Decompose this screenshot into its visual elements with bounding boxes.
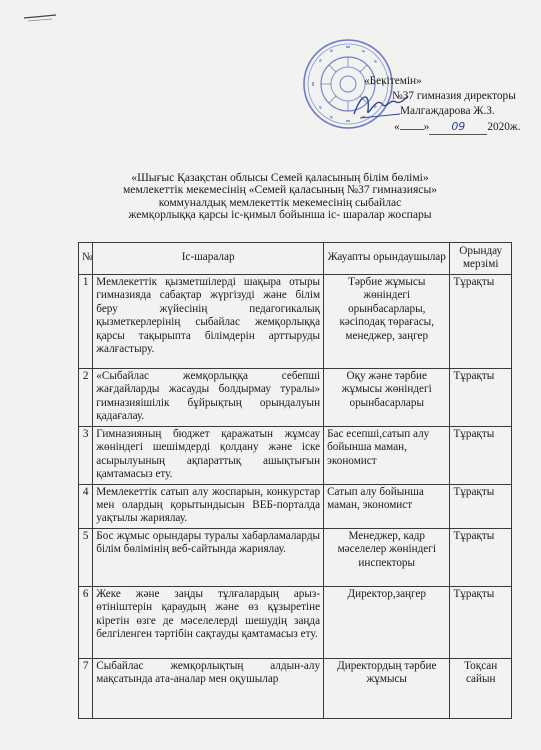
row-activity: Сыбайлас жемқорлықтың алдын-алу мақсатында ата-аналар мен оқушылар xyxy=(93,658,324,718)
row-activity: Гимназияның бюджет қаражатын жұмсау жөніндегі шешімдерді қолдану және іске асырылуының ақпараттық ашықтығын қамтамасыз ету. xyxy=(93,427,324,485)
row-responsible: Оқу және тәрбие жұмысы жөніндегі орынбасарлары xyxy=(324,369,450,427)
document-heading xyxy=(80,172,480,222)
corner-pen-mark xyxy=(22,9,58,23)
table-row xyxy=(79,528,512,586)
row-deadline: Тұрақты xyxy=(450,427,512,485)
row-num: 1 xyxy=(79,275,93,369)
table-row xyxy=(79,586,512,658)
row-deadline: Тұрақты xyxy=(450,275,512,369)
heading-line-4: жемқорлыққа қарсы іс-қимыл бойынша іс- шаралар жоспары xyxy=(128,208,432,222)
header-activity: Іс-шаралар xyxy=(93,243,324,275)
row-num: 5 xyxy=(79,528,93,586)
row-activity: Мемлекеттік қызметшілерді шақыра отыры гимназияда сабақтар жүргізуді және білім беру жүйесінің педагогикалық қызметкерлерінің сыбайлас жемқорлыққа қарсы тақырыпта білімдерін арттыруды жалғастыру. xyxy=(93,275,324,369)
row-responsible: Менеджер, кадр мәселелер жөніндегі инспекторы xyxy=(324,528,450,586)
row-num: 6 xyxy=(79,586,93,658)
row-responsible: Сатып алу бойынша маман, экономист xyxy=(324,484,450,528)
approval-position: №37 гимназия директоры xyxy=(392,90,516,102)
date-month: 09 xyxy=(429,119,487,135)
date-year: 2020ж. xyxy=(487,121,521,133)
action-plan-table xyxy=(78,242,512,719)
table-header-row xyxy=(79,243,512,275)
date-day xyxy=(400,129,424,130)
table-row xyxy=(79,427,512,485)
row-activity: Жеке және заңды тұлғалардың арыз-өтініштерін қараудың және өз құзыретіне кіретін өзге де мәселелерді шешудің заңда белгіленген тәртібін сақтауды қамтамасыз ету. xyxy=(93,586,324,658)
row-num: 7 xyxy=(79,658,93,718)
approval-date xyxy=(394,119,521,135)
header-deadline: Орындау мерзімі xyxy=(450,243,512,275)
row-deadline: Тұрақты xyxy=(450,528,512,586)
approval-title: «Бекітемін» xyxy=(364,75,422,87)
heading-line-3: коммуналдық мемлекеттік мекемесінің сыбайлас xyxy=(158,195,402,209)
row-responsible: Директор,заңгер xyxy=(324,586,450,658)
row-deadline: Тоқсан сайын xyxy=(450,658,512,718)
table-row xyxy=(79,484,512,528)
table-row xyxy=(79,275,512,369)
row-deadline: Тұрақты xyxy=(450,586,512,658)
row-activity: «Сыбайлас жемқорлыққа себепші жағдайларды жасауды болдырмау туралы» гимназияішілік бұйрықтың орындалуын қадағалау. xyxy=(93,369,324,427)
heading-line-1: «Шығыс Қазақстан облысы Семей қаласының білім бөлімі» xyxy=(131,171,429,184)
date-open-quote: « xyxy=(394,121,400,133)
approval-director-name: Малгаждарова Ж.З. xyxy=(400,105,495,117)
row-activity: Мемлекеттік сатып алу жоспарын, конкурстар мен олардың қорытындысын ВЕБ-порталда уақтылы жариялау. xyxy=(93,484,324,528)
heading-line-2: мемлекеттік мекемесінің «Семей қаласының №37 гимназиясы» xyxy=(122,183,438,197)
row-deadline: Тұрақты xyxy=(450,484,512,528)
header-num: № xyxy=(79,243,93,275)
row-responsible: Бас есепші,сатып алу бойынша маман, экономист xyxy=(324,427,450,485)
row-activity: Бос жұмыс орындары туралы хабарламаларды білім бөлімінің веб-сайтында жариялау. xyxy=(93,528,324,586)
date-close-quote: » xyxy=(423,121,430,133)
row-num: 3 xyxy=(79,427,93,485)
header-responsible: Жауапты орындаушылар xyxy=(324,243,450,275)
row-deadline: Тұрақты xyxy=(450,369,512,427)
table-row xyxy=(79,658,512,718)
row-responsible: Тәрбие жұмысы жөніндегі орынбасарлары, кәсіподақ төрағасы, менеджер, заңгер xyxy=(324,275,450,369)
row-responsible: Директордың тәрбие жұмысы xyxy=(324,658,450,718)
table-row xyxy=(79,369,512,427)
row-num: 4 xyxy=(79,484,93,528)
row-num: 2 xyxy=(79,369,93,427)
